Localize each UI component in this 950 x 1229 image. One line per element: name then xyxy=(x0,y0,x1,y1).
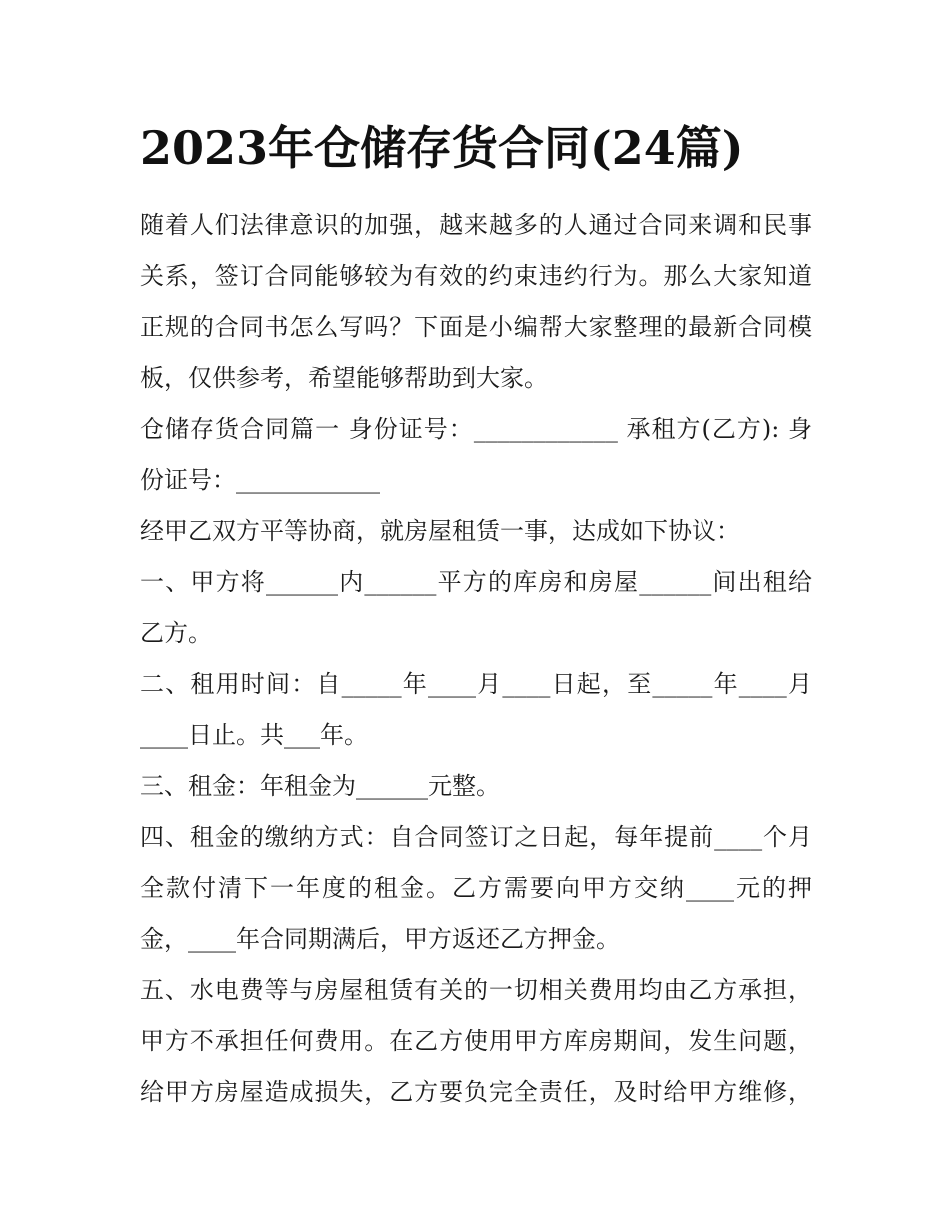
body-line: 一、甲方将______内______平方的库房和房屋______间出租给 xyxy=(140,568,812,596)
body-line: 关系，签订合同能够较为有效的约束违约行为。那么大家知道 xyxy=(140,262,812,290)
body-line: 给甲方房屋造成损失，乙方要负完全责任，及时给甲方维修， xyxy=(140,1078,812,1106)
document-title: 2023年仓储存货合同(24篇) xyxy=(140,121,744,175)
body-line: 四、租金的缴纳方式：自合同签订之日起，每年提前____个月 xyxy=(140,823,812,851)
body-line: 五、水电费等与房屋租赁有关的一切相关费用均由乙方承担， xyxy=(140,976,812,1004)
body-line: 正规的合同书怎么写吗？下面是小编帮大家整理的最新合同模 xyxy=(140,313,812,341)
body-line: 三、租金：年租金为______元整。 xyxy=(140,772,500,800)
body-line: 乙方。 xyxy=(140,619,212,647)
body-line: 全款付清下一年度的租金。乙方需要向甲方交纳____元的押 xyxy=(140,874,812,902)
body-line: 仓储存货合同篇一 身份证号：____________ 承租方(乙方): 身 xyxy=(140,415,812,443)
body-line: 板，仅供参考，希望能够帮助到大家。 xyxy=(140,364,548,392)
body-line: 随着人们法律意识的加强，越来越多的人通过合同来调和民事 xyxy=(140,211,812,239)
body-line: 甲方不承担任何费用。在乙方使用甲方库房期间，发生问题， xyxy=(140,1027,812,1055)
body-line: 经甲乙双方平等协商，就房屋租赁一事，达成如下协议： xyxy=(140,517,740,545)
body-line: ____日止。共___年。 xyxy=(140,721,368,749)
body-line: 金，____年合同期满后，甲方返还乙方押金。 xyxy=(140,925,620,953)
body-line: 二、租用时间：自_____年____月____日起，至_____年____月 xyxy=(140,670,812,698)
document-body xyxy=(140,200,812,1118)
body-line: 份证号：____________ xyxy=(140,466,380,494)
